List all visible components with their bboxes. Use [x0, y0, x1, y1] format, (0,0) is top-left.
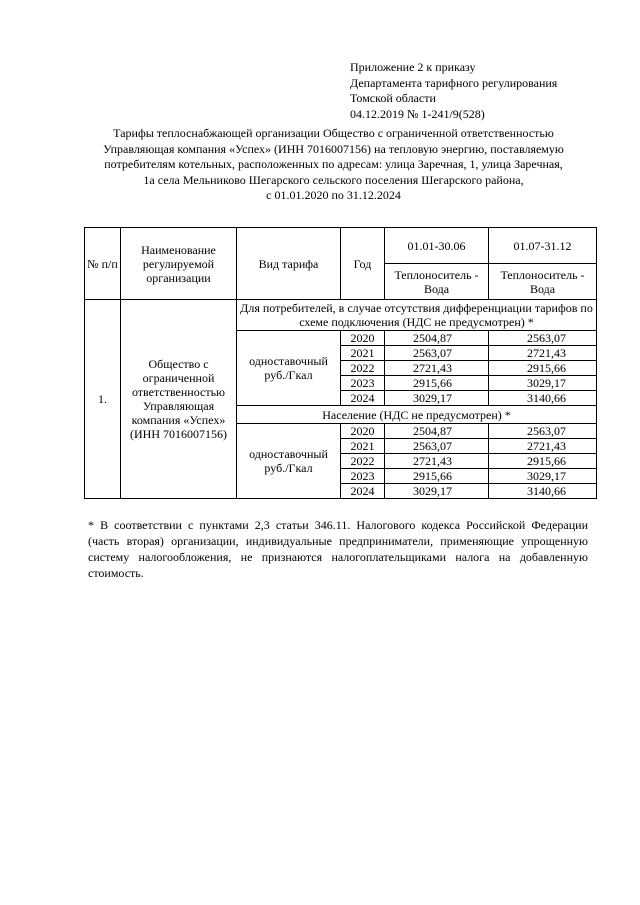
- header-tariff-type: Вид тарифа: [237, 228, 341, 300]
- value-cell: 2563,07: [385, 439, 489, 454]
- value-cell: 2915,66: [489, 361, 597, 376]
- value-cell: 2915,66: [489, 454, 597, 469]
- appendix-header: [350, 60, 557, 122]
- value-cell: 2721,43: [385, 361, 489, 376]
- title-line: с 01.01.2020 по 31.12.2024: [266, 188, 401, 202]
- document-title: [70, 126, 597, 204]
- title-line: потребителям котельных, расположенных по адресам: улица Заречная, 1, улица Заречная,: [104, 157, 563, 171]
- appendix-line: Приложение 2 к приказу: [350, 60, 476, 74]
- tariff-table: [84, 227, 597, 499]
- year-cell: 2022: [341, 361, 385, 376]
- value-cell: 3029,17: [489, 469, 597, 484]
- title-line: 1а села Мельниково Шегарского сельского поселения Шегарского района,: [143, 172, 524, 187]
- title-line: Управляющая компания «Успех» (ИНН 7016007156) на тепловую энергию, поставляемую: [103, 141, 564, 156]
- appendix-line: Департамента тарифного регулирования: [350, 75, 558, 90]
- year-cell: 2024: [341, 484, 385, 499]
- header-period-1: 01.01-30.06: [385, 228, 489, 264]
- footnote: * В соответствии с пунктами 2,3 статьи 346.11. Налогового кодекса Российской Федерации (часть вторая) организации, индивидуальные предприниматели, применяющие упрощенную систему налогообложения, не признаются налогоплательщиками налога на добавленную стоимость.: [88, 518, 588, 580]
- value-cell: 2721,43: [489, 346, 597, 361]
- header-carrier-1: Теплоноситель - Вода: [385, 264, 489, 300]
- row-number: 1.: [85, 300, 121, 499]
- group-label: Население (НДС не предусмотрен) *: [237, 406, 597, 424]
- value-cell: 2915,66: [385, 469, 489, 484]
- header-carrier-2: Теплоноситель - Вода: [489, 264, 597, 300]
- value-cell: 2915,66: [385, 376, 489, 391]
- header-year: Год: [341, 228, 385, 300]
- table-header-row: [85, 228, 597, 264]
- value-cell: 2504,87: [385, 424, 489, 439]
- value-cell: 3029,17: [489, 376, 597, 391]
- group-row: [85, 300, 597, 331]
- value-cell: 3029,17: [385, 484, 489, 499]
- value-cell: 3140,66: [489, 391, 597, 406]
- tariff-type: одноставочный руб./Гкал: [237, 331, 341, 406]
- value-cell: 2563,07: [489, 424, 597, 439]
- header-period-2: 01.07-31.12: [489, 228, 597, 264]
- organization-name: Общество с ограниченной ответственностью Управляющая компания «Успех» (ИНН 7016007156): [121, 300, 237, 499]
- value-cell: 2721,43: [489, 439, 597, 454]
- value-cell: 2563,07: [489, 331, 597, 346]
- year-cell: 2020: [341, 331, 385, 346]
- year-cell: 2021: [341, 346, 385, 361]
- tariff-type: одноставочный руб./Гкал: [237, 424, 341, 499]
- value-cell: 3140,66: [489, 484, 597, 499]
- year-cell: 2024: [341, 391, 385, 406]
- value-cell: 2721,43: [385, 454, 489, 469]
- value-cell: 3029,17: [385, 391, 489, 406]
- header-org: Наименование регулируемой организации: [121, 228, 237, 300]
- year-cell: 2021: [341, 439, 385, 454]
- year-cell: 2022: [341, 454, 385, 469]
- group-label: Для потребителей, в случае отсутствия дифференциации тарифов по схеме подключения (НДС не предусмотрен) *: [237, 300, 597, 331]
- value-cell: 2504,87: [385, 331, 489, 346]
- header-num: № п/п: [85, 228, 121, 300]
- year-cell: 2020: [341, 424, 385, 439]
- title-line: Тарифы теплоснабжающей организации Общество с ограниченной ответственностью: [113, 126, 554, 140]
- appendix-line: Томской области: [350, 91, 436, 105]
- year-cell: 2023: [341, 376, 385, 391]
- appendix-date: 04.12.2019 № 1-241/9(528): [350, 106, 485, 121]
- year-cell: 2023: [341, 469, 385, 484]
- value-cell: 2563,07: [385, 346, 489, 361]
